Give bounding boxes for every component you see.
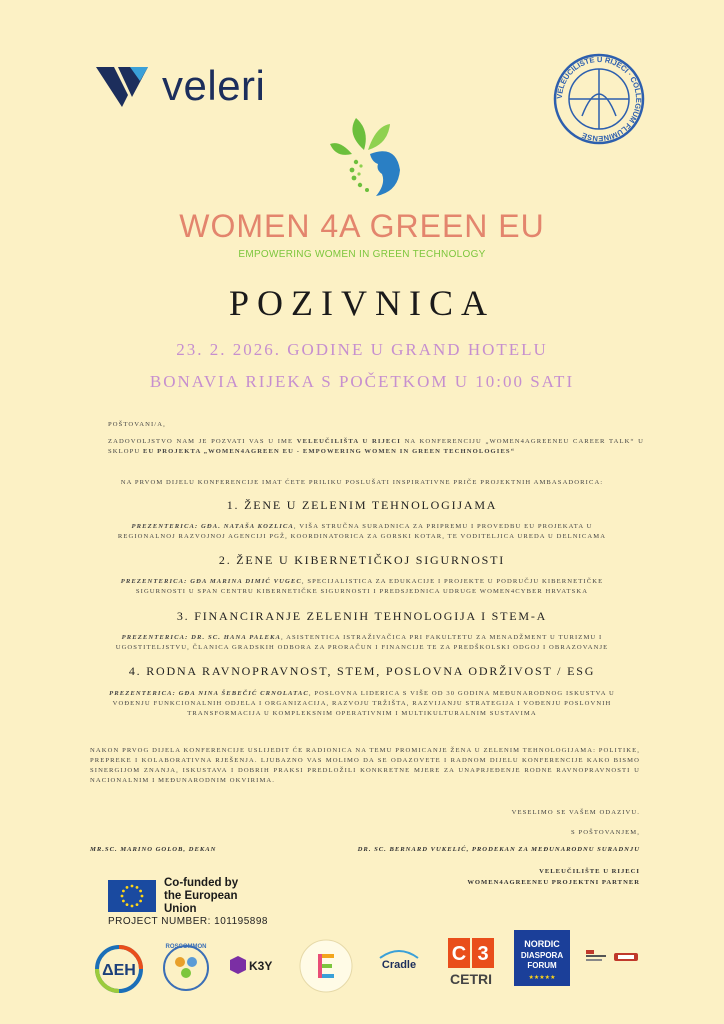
topic-3-presenter-desc: , ASISTENTICA ISTRAŽIVAČICA PRI FAKULTETU ZA MENADŽMENT U TURIZMU I UGOSTITELJSTVU, ČLANICA GRADSKIH ODBORA ZA PRORAČUN I FINANCIJE TE ZA PREDŠKOLSKI ODGOJ I OBRAZOVANJE [115, 634, 609, 651]
greeting: POŠTOVANI/A, [108, 421, 166, 428]
women4agreen-logo [326, 114, 404, 198]
regards: S POŠTOVANJEM, [570, 829, 640, 836]
dean-signature: MR.SC. MARINO GOLOB, DEKAN [90, 846, 217, 853]
roscommon-logo-icon [160, 940, 212, 994]
cradle-logo-icon [376, 946, 422, 972]
partner-block [467, 866, 640, 888]
topic-1-presenter [108, 522, 616, 542]
intro-mid: NA KONFERENCIJU „WOMEN4AGREENEU CAREER TALK“ U SKLOPU [108, 438, 645, 455]
invitation-title: POZIVNICA [229, 283, 495, 323]
k3y-text: K3Y [249, 959, 273, 973]
k3y-logo [228, 956, 286, 976]
veleri-mark-icon [96, 63, 152, 109]
eu-funding-badge [108, 876, 268, 915]
topic-1-presenter-label: PREZENTERICA: GĐA. NATAŠA KOZLICA [131, 523, 294, 530]
college-seal-icon [552, 52, 646, 146]
cetri-logo-icon [446, 936, 498, 988]
partner-line-2: WOMEN4AGREENEU PROJEKTNI PARTNER [467, 879, 640, 886]
project-title: WOMEN 4A GREEN EU [179, 208, 545, 244]
college-seal [552, 52, 646, 146]
small-partner-logo-2-icon [614, 950, 638, 964]
leaf-face-icon [326, 114, 404, 198]
topic-4-title: 4. RODNA RAVNOPRAVNOST, STEM, POSLOVNA ODRŽIVOST / ESG [128, 664, 596, 678]
nordic-diaspora-forum-logo-icon [514, 930, 570, 986]
small-partner-logo-2 [614, 950, 638, 964]
veleri-logo-text: veleri [162, 62, 266, 109]
svg-text:C: C [451, 943, 467, 965]
topic-2-presenter-label: PREZENTERICA: GĐA MARINA DIMIĆ VUGEC [120, 578, 302, 585]
roscommon-logo [160, 940, 212, 994]
topic-3-title: 3. FINANCIRANJE ZELENIH TEHNOLOGIJA I STEM-A [176, 609, 548, 623]
eu-flag-icon [108, 880, 156, 912]
intro-prefix: ZADOVOLJSTVO NAM JE POZVATI VAS U IME [108, 438, 297, 445]
eu-text [164, 877, 268, 916]
looking-forward: VESELIMO SE VAŠEM ODAZIVU. [511, 809, 640, 816]
topic-3-presenter [108, 633, 616, 653]
intro-paragraph [108, 437, 644, 457]
deh-logo [94, 944, 144, 994]
topic-2-presenter [108, 577, 616, 597]
topic-1-presenter-desc: , VIŠA STRUČNA SURADNICA ZA PRIPREMU I PROVEDBU EU PROJEKATA U REGIONALNOJ RAZVOJNOJ AGENCIJI PGŽ, KOORDINATORICA ZA GORSKI KOTAR, TE VODITELJICA UREDA U DELNICAMA [117, 523, 607, 540]
k3y-logo-icon [228, 956, 286, 976]
topic-1-title: 1. ŽENE U ZELENIM TEHNOLOGIJAMA [226, 498, 498, 512]
nordic-text-1: NORDIC [524, 939, 560, 949]
nordic-stars: ★★★★★ [528, 974, 556, 981]
cradle-logo [376, 946, 422, 972]
vice-dean-signature: DR. SC. BERNARD VUKELIĆ, PRODEKAN ZA MEĐUNARODNU SURADNJU [357, 846, 640, 853]
nordic-text-2: DIASPORA [520, 951, 564, 960]
topic-2-title: 2. ŽENE U KIBERNETIČKOJ SIGURNOSTI [218, 553, 506, 567]
date-line-1: 23. 2. 2026. GODINE U GRAND HOTELU [176, 340, 548, 359]
cradle-text: Cradle [381, 959, 417, 971]
eu-line-2: the European Union [164, 889, 238, 915]
roscommon-text: ROSCOMMON [165, 944, 207, 950]
small-partner-logo-1-icon [586, 950, 606, 964]
nordic-diaspora-forum-logo [514, 930, 570, 986]
topic-4-presenter-desc: , POSLOVNA LIDERICA S VIŠE OD 30 GODINA MEĐUNARODNOG ISKUSTVA U VOĐENJU FUNKCIONALNIH ODJELA I ORGANIZACIJA, RAZVOJU TRŽIŠTA, RAZVIJANJU STRATEGIJA I VOĐENJU POSLOVNIH TRANSFORMACIJA U KOMPLEKSNIM OPERATIVNIM I MULTIKULTURALNIM SUSTAVIMA [112, 690, 615, 717]
date-line-2: BONAVIA RIJEKA S POČETKOM U 10:00 SATI [149, 372, 575, 391]
closing-paragraph: NAKON PRVOG DIJELA KONFERENCIJE USLIJEDIT ĆE RADIONICA NA TEMU PROMICANJE ŽENA U ZELENIM TEHNOLOGIJAMA: POLITIKE, PREPREKE I KOLABORATIVNA RJEŠENJA. LJUBAZNO VAS MOLIMO DA SE ODAZOVETE I RADNOM DIJELU KONFERENCIJE KAKO BISMO SINERGIJOM ZNANJA, ISKUSTAVA I DOBRIH PRAKSI PREDLOŽILI KONKRETNE MJERE ZA UNAPRJEĐENJE RODNE RAVNOPRAVNOSTI U NACIONALNIM I MEĐUNARODNIM OKVIRIMA. [90, 747, 640, 784]
deh-text: ΔΕΗ [102, 962, 136, 979]
veleri-logo [96, 62, 286, 110]
erasmus-style-logo [298, 938, 354, 994]
cetri-text: CETRI [450, 971, 492, 987]
intro-org: VELEUČILIŠTA U RIJECI [296, 438, 401, 445]
lead-in: NA PRVOM DIJELU KONFERENCIJE IMAT ĆETE PRILIKU POSLUŠATI INSPIRATIVNE PRIČE PROJEKTNIH AMBASADORICA: [120, 479, 604, 486]
intro-project: EU PROJEKTA „WOMEN4AGREEN EU - EMPOWERING WOMEN IN GREEN TECHNOLOGIES“ [143, 448, 516, 455]
small-partner-logo-1 [586, 950, 606, 964]
project-number: PROJECT NUMBER: 101195898 [108, 916, 268, 927]
partner-line-1: VELEUČILIŠTE U RIJECI [539, 868, 640, 875]
eu-line-1: Co-funded by [164, 876, 239, 889]
project-tagline: EMPOWERING WOMEN IN GREEN TECHNOLOGY [238, 249, 486, 260]
deh-logo-icon [94, 944, 144, 994]
topic-3-presenter-label: PREZENTERICA: DR. SC. HANA PALEKA [121, 634, 281, 641]
svg-text:3: 3 [477, 943, 489, 965]
cetri-logo [446, 936, 498, 988]
colorful-e-logo-icon [298, 938, 354, 994]
topic-4-presenter [108, 689, 616, 719]
seal-text: VELEUČILIŠTE U RIJECI · COLLEGIUM FLUMINENSE [554, 54, 644, 144]
nordic-text-3: FORUM [527, 961, 557, 970]
topic-2-presenter-desc: , SPECIJALISTICA ZA EDUKACIJE I PROJEKTE U PODRUČJU KIBERNETIČKE SIGURNOSTI U SPAN CENTRU KIBERNETIČKE SIGURNOSTI I PREDSJEDNICA UDRUGE WOMEN4CYBER HRVATSKA [135, 578, 604, 595]
topic-4-presenter-label: PREZENTERICA: GĐA NINA ŠEBEČIĆ CRNOLATAC [109, 690, 309, 697]
